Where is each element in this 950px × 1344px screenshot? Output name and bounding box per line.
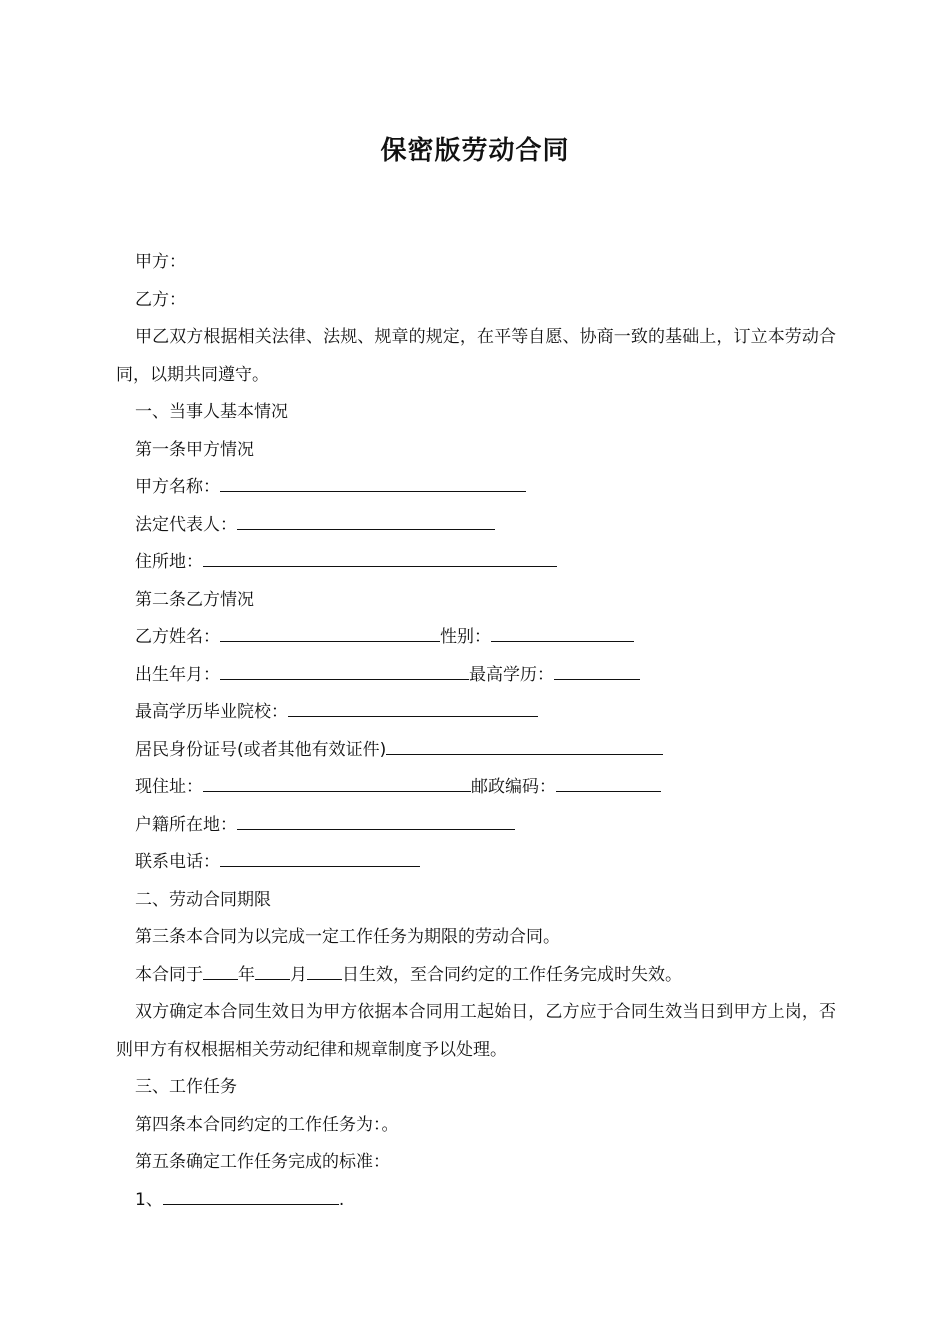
year-label: 年 (238, 964, 255, 985)
section-3-heading: 三、工作任务 (135, 1077, 237, 1097)
legal-rep-label: 法定代表人： (135, 514, 237, 535)
hukou-blank (237, 815, 515, 830)
gender-blank (491, 627, 634, 642)
article-1-heading: 第一条甲方情况 (135, 439, 254, 460)
party-b-name-label: 乙方姓名： (135, 627, 220, 647)
effective-date-line (116, 957, 836, 995)
hukou-label: 户籍所在地： (135, 814, 237, 835)
item-1-line (116, 1182, 836, 1220)
legal-rep-line (116, 507, 836, 545)
current-address-blank (203, 777, 471, 792)
id-number-label: 居民身份证号(或者其他有效证件) (135, 739, 387, 760)
education-label: 最高学历： (469, 664, 554, 685)
section-1-heading: 一、当事人基本情况 (135, 402, 288, 422)
party-a-address-label: 住所地： (135, 552, 203, 572)
education-blank (554, 665, 640, 680)
article-3-text: 第三条本合同为以完成一定工作任务为期限的劳动合同。 (135, 927, 560, 947)
party-b-name-line (116, 619, 836, 657)
item-1-number: 1、 (135, 1189, 163, 1210)
gender-label: 性别： (440, 627, 491, 647)
school-line (116, 694, 836, 732)
party-a-address-blank (203, 552, 557, 567)
article-4-text: 第四条本合同约定的工作任务为：。 (135, 1114, 399, 1135)
birth-line (116, 657, 836, 695)
id-number-blank (386, 740, 663, 755)
month-blank (255, 965, 290, 980)
postal-code-blank (556, 777, 661, 792)
phone-line (116, 844, 836, 882)
current-address-line (116, 769, 836, 807)
effective-date-prefix: 本合同于 (135, 964, 203, 985)
birth-label: 出生年月： (135, 664, 220, 685)
item-1-blank (163, 1190, 339, 1205)
hukou-line (116, 807, 836, 845)
current-address-label: 现住址： (135, 777, 203, 797)
day-blank (307, 965, 342, 980)
month-label: 月 (290, 964, 307, 985)
postal-code-label: 邮政编码： (471, 777, 556, 797)
party-a-name-label: 甲方名称： (135, 477, 220, 497)
phone-blank (220, 852, 420, 867)
party-a-name-line (116, 469, 836, 507)
document-title: 保密版劳动合同 (380, 136, 570, 166)
party-b-name-blank (220, 627, 440, 642)
id-number-line (116, 732, 836, 770)
article-2-heading: 第二条乙方情况 (135, 589, 254, 610)
phone-label: 联系电话： (135, 852, 220, 872)
school-blank (288, 702, 538, 717)
start-day-paragraph: 双方确定本合同生效日为甲方依据本合同用工起始日，乙方应于合同生效当日到甲方上岗，否则甲方有权根据相关劳动纪律和规章制度予以处理。 (116, 1002, 836, 1060)
party-a-address-line (116, 544, 836, 582)
preamble-paragraph: 甲乙双方根据相关法律、法规、规章的规定，在平等自愿、协商一致的基础上，订立本劳动合同，以期共同遵守。 (116, 327, 836, 385)
party-a-line: 甲方： (135, 252, 186, 272)
article-5-text: 第五条确定工作任务完成的标准： (135, 1152, 390, 1172)
party-a-name-blank (220, 477, 526, 492)
party-b-line: 乙方： (135, 289, 186, 310)
effective-date-suffix: 日生效，至合同约定的工作任务完成时失效。 (342, 964, 682, 985)
item-1-end: . (338, 1189, 345, 1210)
birth-blank (220, 665, 469, 680)
school-label: 最高学历毕业院校： (135, 702, 288, 722)
year-blank (203, 965, 238, 980)
document-body (116, 244, 836, 1219)
section-2-heading: 二、劳动合同期限 (135, 889, 271, 910)
legal-rep-blank (237, 515, 495, 530)
